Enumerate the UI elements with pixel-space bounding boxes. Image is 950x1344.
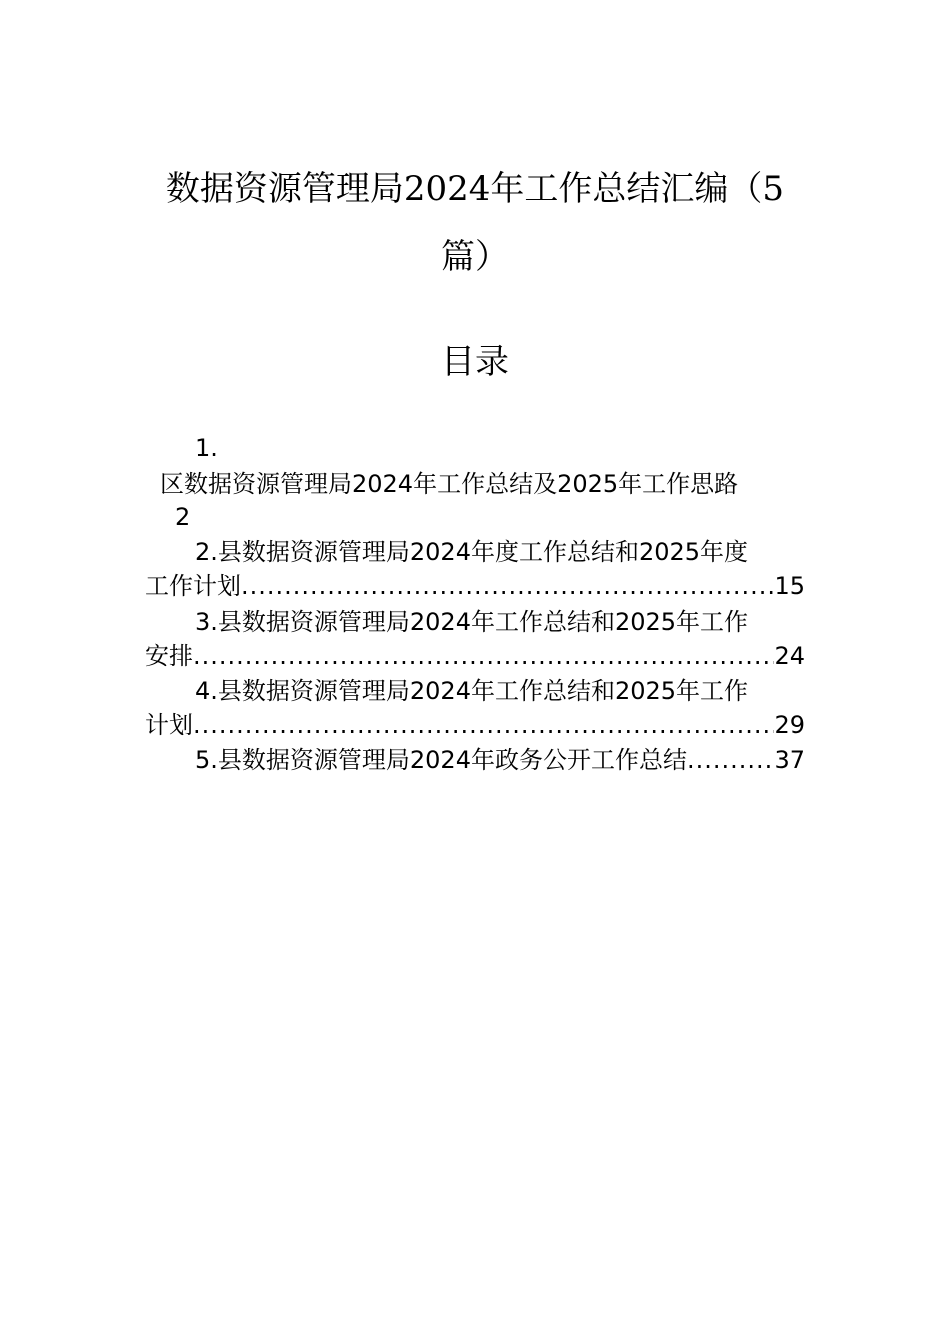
document-title-line2: 篇） [441, 237, 509, 277]
toc-entry-4-text-line2: 计划 [145, 711, 193, 739]
toc-entry-5-page: 37 [774, 746, 805, 774]
toc-entry-5-text: 5.县数据资源管理局2024年政务公开工作总结 [195, 746, 687, 774]
document-title-line1: 数据资源管理局2024年工作总结汇编（5 [165, 169, 785, 209]
toc-entry-4-leader [193, 711, 774, 739]
toc-entry-4-continuation[interactable] [145, 711, 805, 739]
toc-entry-3-continuation[interactable] [145, 642, 805, 670]
toc-entry-3-page: 24 [774, 642, 805, 670]
toc-entry-3-text[interactable]: 3.县数据资源管理局2024年工作总结和2025年工作 [195, 608, 749, 636]
toc-entry-5[interactable] [195, 746, 805, 774]
toc-entry-2-text[interactable]: 2.县数据资源管理局2024年度工作总结和2025年度 [195, 538, 749, 566]
toc-entry-2-leader [241, 572, 774, 600]
toc-entry-2-text-line2: 工作计划 [145, 572, 241, 600]
toc-heading: 目录 [441, 342, 509, 382]
toc-entry-4-page: 29 [774, 711, 805, 739]
toc-entry-3-text-line2: 安排 [145, 642, 193, 670]
toc-entry-3-leader [193, 642, 774, 670]
toc-entry-2-continuation[interactable] [145, 572, 805, 600]
toc-entry-5-leader [687, 746, 774, 774]
toc-entry-2-page: 15 [774, 572, 805, 600]
toc-entry-4-text[interactable]: 4.县数据资源管理局2024年工作总结和2025年工作 [195, 677, 749, 705]
toc-entry-1-number[interactable]: 1. [195, 434, 218, 462]
toc-entry-1-text[interactable]: 区数据资源管理局2024年工作总结及2025年工作思路 [160, 470, 739, 498]
toc-entry-1-page[interactable]: 2 [175, 503, 191, 531]
